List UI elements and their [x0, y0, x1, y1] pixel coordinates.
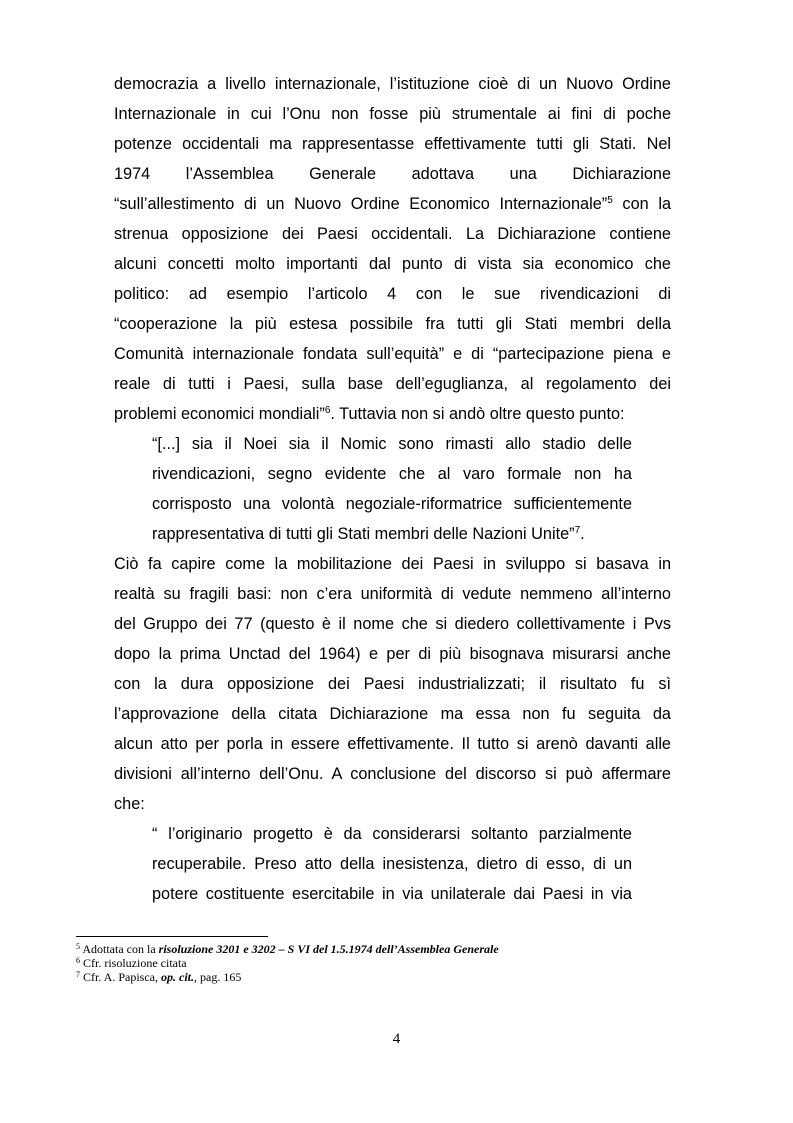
footnote-separator: [76, 936, 268, 937]
footnote-6: [76, 956, 716, 970]
footnote-ref-7: 7: [574, 525, 581, 536]
page-number: 4: [392, 1031, 401, 1047]
text-line: [114, 399, 671, 429]
footnote-text: Adottata con la: [82, 942, 159, 956]
text-fragment: con la: [622, 195, 671, 213]
footnote-number: 7: [76, 970, 80, 979]
text-line: Internazionale in cui l’Onu non fosse più strumentale ai fini di poche: [114, 105, 671, 123]
block-quote: [114, 429, 671, 549]
text-line: del Gruppo dei 77 (questo è il nome che si diedero collettivamente i Pvs: [114, 615, 671, 633]
text-line: strenua opposizione dei Paesi occidentali. La Dichiarazione contiene: [114, 225, 671, 243]
text-line: democrazia a livello internazionale, l’istituzione cioè di un Nuovo Ordine: [114, 75, 671, 93]
footnote-text: Cfr. risoluzione citata: [83, 956, 187, 970]
text-line: reale di tutti i Paesi, sulla base dell’eguglianza, al regolamento dei: [114, 375, 671, 393]
quote-line: “ l’originario progetto è da considerarsi soltanto parzialmente: [152, 825, 632, 843]
footnote-text: Cfr. A. Papisca,: [83, 970, 161, 984]
text-line: [114, 189, 671, 219]
quote-line: rivendicazioni, segno evidente che al varo formale non ha: [152, 465, 632, 483]
footnotes: [76, 942, 716, 984]
text-line: alcun atto per porla in essere effettivamente. Il tutto si arenò davanti alle: [114, 735, 671, 753]
text-line: divisioni all’interno dell’Onu. A conclusione del discorso si può affermare: [114, 765, 671, 783]
body-text: [114, 69, 671, 909]
text-fragment: “sull’allestimento di un Nuovo Ordine Economico Internazionale”: [114, 195, 608, 213]
block-quote: [114, 819, 671, 909]
footnote-5: [76, 942, 716, 956]
quote-line: “[...] sia il Noei sia il Nomic sono rimasti allo stadio delle: [152, 435, 632, 453]
text-line: l’approvazione della citata Dichiarazione ma essa non fu seguita da: [114, 705, 671, 723]
quote-line: potere costituente esercitabile in via unilaterale dai Paesi in via: [152, 885, 632, 903]
text-line: realtà su fragili basi: non c’era uniformità di vedute nemmeno all’interno: [114, 585, 671, 603]
text-fragment: . Tuttavia non si andò oltre questo punto:: [330, 405, 625, 423]
text-fragment: rappresentativa di tutti gli Stati membri delle Nazioni Unite”: [152, 525, 575, 543]
footnote-emphasis: risoluzione 3201 e 3202 – S VI del 1.5.1974 dell’Assemblea Generale: [158, 942, 499, 956]
text-line: con la dura opposizione dei Paesi industrializzati; il risultato fu sì: [114, 675, 671, 693]
text-line: “cooperazione la più estesa possibile fra tutti gli Stati membri della: [114, 315, 671, 333]
text-line: dopo la prima Unctad del 1964) e per di più bisognava misurarsi anche: [114, 645, 671, 663]
quote-line: recuperabile. Preso atto della inesistenza, dietro di esso, di un: [152, 855, 632, 873]
text-line: che:: [114, 795, 145, 813]
footnote-number: 5: [76, 942, 80, 951]
footnote-ref-5: 5: [607, 195, 613, 206]
text-line: alcuni concetti molto importanti dal punto di vista sia economico che: [114, 255, 671, 273]
footnote-7: [76, 970, 716, 984]
text-line: politico: ad esempio l’articolo 4 con le sue rivendicazioni di: [114, 285, 671, 303]
quote-line: [114, 519, 632, 549]
text-line: Ciò fa capire come la mobilitazione dei Paesi in sviluppo si basava in: [114, 555, 671, 573]
text-fragment: .: [580, 525, 585, 543]
text-fragment: problemi economici mondiali”: [114, 405, 325, 423]
quote-line: corrisposto una volontà negoziale-riformatrice sufficientemente: [152, 495, 632, 513]
text-line: Comunità internazionale fondata sull’equità” e di “partecipazione piena e: [114, 345, 671, 363]
text-line: 1974 l’Assemblea Generale adottava una Dichiarazione: [114, 165, 671, 183]
footnote-text-tail: , pag. 165: [194, 970, 242, 984]
footnote-emphasis: op. cit.: [161, 970, 194, 984]
text-line: potenze occidentali ma rappresentasse effettivamente tutti gli Stati. Nel: [114, 135, 671, 153]
footnote-number: 6: [76, 956, 80, 965]
footnote-ref-6: 6: [324, 405, 331, 416]
